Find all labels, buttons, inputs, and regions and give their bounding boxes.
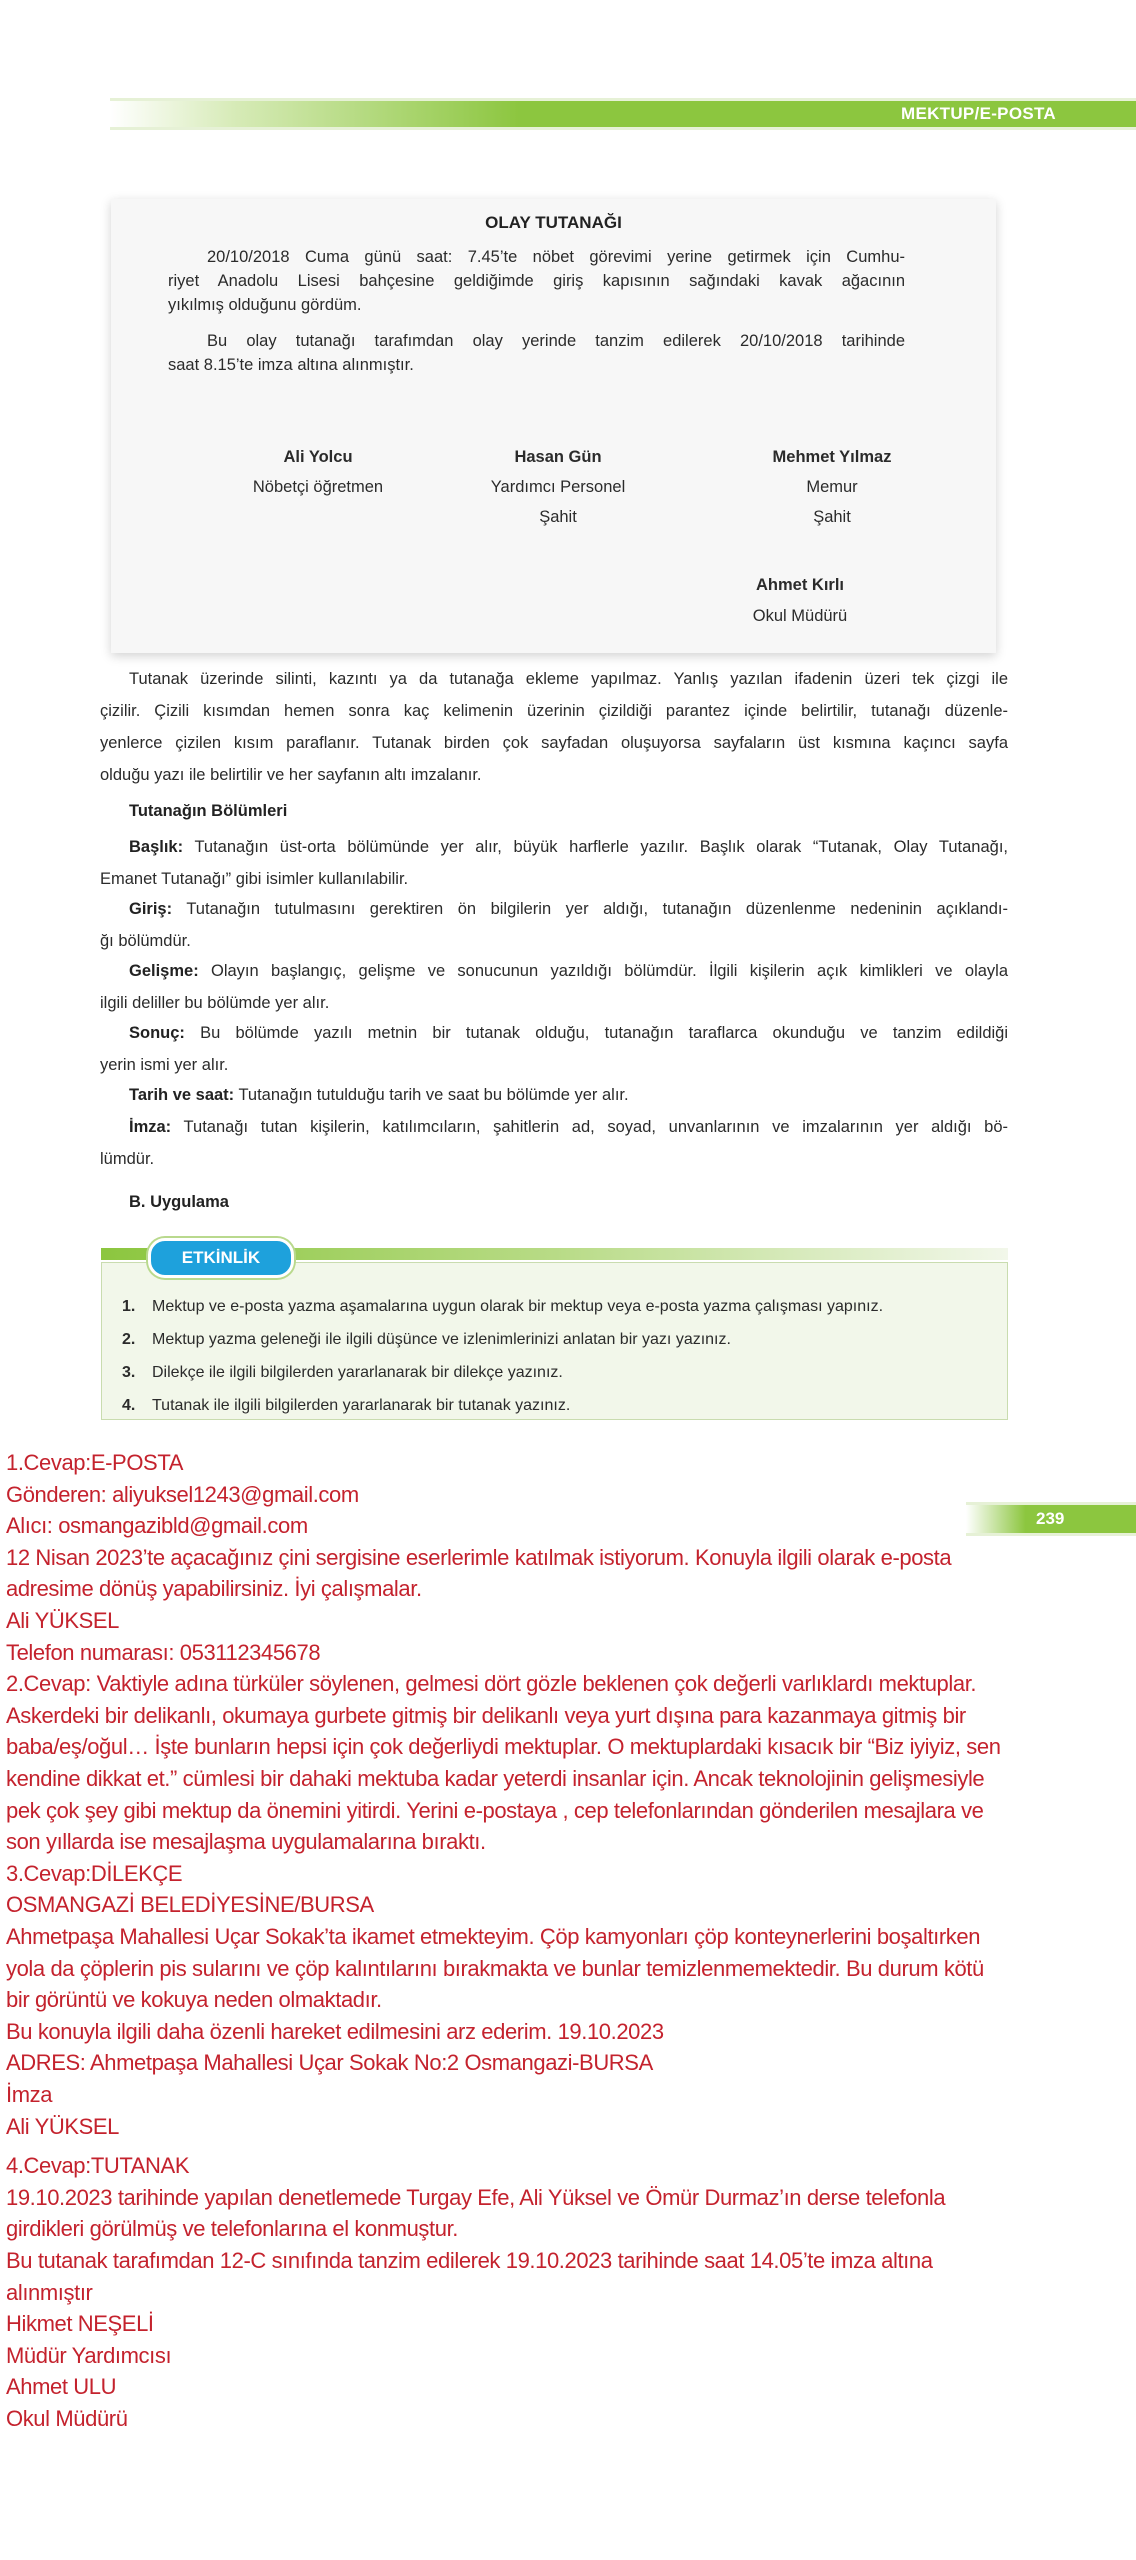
section-label: Giriş: [129,900,173,918]
activity-item-text: Mektup ve e-posta yazma aşamalarına uygun olarak bir mektup veya e-posta yazma çalışması yapınız. [152,1298,884,1315]
answer-line: Bu konuyla ilgili daha özenli hareket edilmesini arz ederim. 19.10.2023 [6,2018,664,2044]
answer-line: Hikmet NEŞELİ [6,2311,154,2337]
body-paragraph-line: yenlerce çizilen kısım paraflanır. Tutanak birden çok sayfadan oluşuyorsa sayfaların üst kısmına kaçıncı sayfa [100,734,1008,752]
section-line: ilgili deliller bu bölümde yer alır. [100,994,330,1012]
report-paragraph-line: Bu olay tutanağı tarafımdan olay yerinde tanzim edilerek 20/10/2018 tarihinde [207,332,905,350]
section-label: Tarih ve saat: [129,1086,235,1104]
answer-line: Ali YÜKSEL [6,2113,119,2139]
signatory-name: Hasan Gün [514,448,602,466]
answer-line: 3.Cevap:DİLEKÇE [6,1860,183,1886]
activity-item-text: Mektup yazma geleneği ile ilgili düşünce ve izlenimlerinizi anlatan bir yazı yazınız. [152,1331,731,1348]
section-line [129,900,1008,919]
answer-line: İmza [6,2082,53,2107]
answer-line: Ahmet ULU [6,2374,117,2400]
answer-line: Bu tutanak tarafımdan 12-C sınıfında tanzim edilerek 19.10.2023 tarihinde saat 14.05’te imza altına [6,2248,933,2273]
activity-badge: ETKİNLİK [148,1238,294,1278]
signatory-name: Mehmet Yılmaz [772,448,892,466]
signatory-role: Memur [806,478,858,496]
answer-line: son yıllarda ise mesajlaşma uygulamalarına bıraktı. [6,1829,486,1855]
section-line: ğı bölümdür. [100,932,191,950]
section-line: lümdür. [100,1150,155,1168]
section-text: Tutanağı tutan kişilerin, katılımcıların, şahitlerin ad, soyad, unvanlarının ve imzalarının yer aldığı bö- [171,1118,1008,1136]
section-text: Tutanağın tutulduğu tarih ve saat bu bölümde yer alır. [234,1086,629,1104]
answer-line: alınmıştır [6,2279,93,2305]
signatory-note: Şahit [539,508,577,526]
report-paragraph-line: 20/10/2018 Cuma günü saat: 7.45’te nöbet görevimi yerine getirmek için Cumhu- [207,248,905,266]
example-report-card [111,199,996,653]
section-label: Sonuç: [129,1024,185,1042]
activity-item [122,1397,570,1415]
page-number: 239 [1036,1509,1065,1528]
body-paragraph-line: çizilir. Çizili kısımdan hemen sonra kaç kelimenin üzerinin çizildiği parantez içinde belirtilir, tutanağı düzenle- [100,702,1008,720]
answer-line: Telefon numarası: 05311234567​8 [6,1639,321,1665]
signatory-name: Ali Yolcu [283,448,353,466]
activity-item [122,1298,883,1316]
section-text: Olayın başlangıç, gelişme ve sonucunun yazıldığı bölümdür. İlgili kişilerin açık kimlikleri ve olayla [198,962,1008,980]
report-paragraph-line: riyet Anadolu Lisesi bahçesine geldiğimde giriş kapısının sağındaki kavak ağacının [168,272,905,290]
section-title: MEKTUP/E-POSTA [900,104,1056,123]
activity-item-number: 3. [122,1364,136,1381]
section-label: İmza: [129,1118,172,1136]
section-header-band [110,98,1136,130]
report-title: OLAY TUTANAĞI [485,213,622,232]
answer-line: baba/eş/oğul… İşte bunların hepsi için çok değerliydi mektuplar. O mektuplardaki kısacık bir “Biz iyiyiz, sen [6,1734,1001,1760]
signatory-role: Yardımcı Personel [490,478,626,496]
principal-role: Okul Müdürü [752,607,848,625]
answer-line: adresime dönüş yapabilirsiniz. İyi çalışmalar. [6,1576,422,1602]
section-line [129,1086,1008,1105]
answer-line: yola da çöplerin pis sularını ve çöp kalıntılarını bırakmakta ve bunlar temizlenmemektedir. Bu durum kötü [6,1955,984,1981]
answer-line: OSMANGAZİ BELEDİYESİNE/BURSA [6,1892,374,1918]
answer-line: 19.10.2023 tarihinde yapılan denetlemede Turgay Efe, Ali Yüksel ve Ömür Durmaz’ın derse telefonla [6,2184,946,2210]
signatory-note: Şahit [813,508,851,526]
section-line: Emanet Tutanağı” gibi isimler kullanılabilir. [100,870,409,888]
report-paragraph-line: yıkılmış olduğunu gördüm. [168,296,362,314]
answer-line: 1.Cevap:E-POSTA [6,1450,183,1475]
answer-line: pek çok şey gibi mektup da önemini yitirdi. Yerini e-postaya , cep telefonlarından gönderilen mesajlara ve [6,1797,984,1823]
section-line [129,1024,1008,1043]
answer-line: girdikleri görülmüş ve telefonlarına el konmuştur. [6,2216,459,2242]
body-paragraph-line: olduğu yazı ile belirtilir ve her sayfanın altı imzalanır. [100,766,482,784]
signatory-role: Nöbetçi öğretmen [252,478,384,496]
section-line [129,838,1008,857]
answer-line: ADRES: Ahmetpaşa Mahallesi Uçar Sokak No:2 Osmangazi-BURSA [6,2050,653,2076]
activity-item-number: 4. [122,1397,136,1414]
answer-line: Ahmetpaşa Mahallesi Uçar Sokak’ta ikamet etmekteyim. Çöp kamyonları çöp konteynerlerini boşaltırken [6,1924,981,1949]
answer-line: kendine dikkat et.” cümlesi bir dahaki mektuba kadar yeterdi insanlar için. Ancak teknolojinin gelişmesiyle [6,1766,985,1791]
answer-line: bir görüntü ve kokuya neden olmaktadır. [6,1987,382,2013]
sections-heading: Tutanağın Bölümleri [129,802,288,820]
answer-line: Okul Müdürü [6,2406,128,2431]
activity-item-text: Tutanak ile ilgili bilgilerden yararlanarak bir tutanak yazınız. [152,1397,571,1414]
answer-line: 4.Cevap:TUTANAK [6,2153,190,2179]
answer-line: 2.Cevap: Vaktiyle adına türküler söylenen, gelmesi dört gözle beklenen çok değerli varlıklardı mektuplar. [6,1671,977,1697]
body-paragraph-line: Tutanak üzerinde silinti, kazıntı ya da tutanağa ekleme yapılmaz. Yanlış yazılan ifadenin üzeri tek çizgi ile [129,670,1008,688]
activity-item-number: 2. [122,1331,136,1348]
answer-line: Müdür Yardımcısı [6,2342,172,2368]
activity-item [122,1364,563,1382]
report-paragraph-line: saat 8.15’te imza altına alınmıştır. [168,356,414,374]
activity-item-number: 1. [122,1298,136,1315]
practice-heading: B. Uygulama [129,1193,229,1211]
activity-item [122,1331,731,1349]
section-text: Bu bölümde yazılı metnin bir tutanak olduğu, tutanağın taraflarca okunduğu ve tanzim edildiği [184,1024,1008,1042]
section-line: yerin ismi yer alır. [100,1056,229,1074]
section-line [129,962,1008,981]
activity-item-text: Dilekçe ile ilgili bilgilerden yararlanarak bir dilekçe yazınız. [152,1364,563,1381]
section-label: Gelişme: [129,962,199,980]
answer-line: Gönderen: aliyuksel1243@gmail.com [6,1481,359,1507]
section-text: Tutanağın tutulmasını gerektiren ön bilgilerin yer aldığı, tutanağın düzenlenme nedeninin açıklandı- [172,900,1008,918]
section-text: Tutanağın üst-orta bölümünde yer alır, büyük harflerle yazılır. Başlık olarak “Tutanak, Olay Tutanağı, [183,838,1008,856]
section-line [129,1118,1008,1137]
answer-line: Askerdeki bir delikanlı, okumaya gurbete gitmiş bir delikanlı veya yurt dışına para kazanmaya gitmiş bir [6,1702,966,1728]
answer-line: 12 Nisan 2023’te açacağınız çini sergisine eserlerimle katılmak istiyorum. Konuyla ilgili olarak e-posta [6,1544,952,1570]
answer-line: Alıcı: osmangazibld@gmail.com [6,1513,308,1539]
section-label: Başlık: [129,838,184,856]
answer-line: Ali YÜKSEL [6,1608,119,1633]
principal-name: Ahmet Kırlı [755,576,844,594]
page-number-tab [966,1502,1136,1536]
